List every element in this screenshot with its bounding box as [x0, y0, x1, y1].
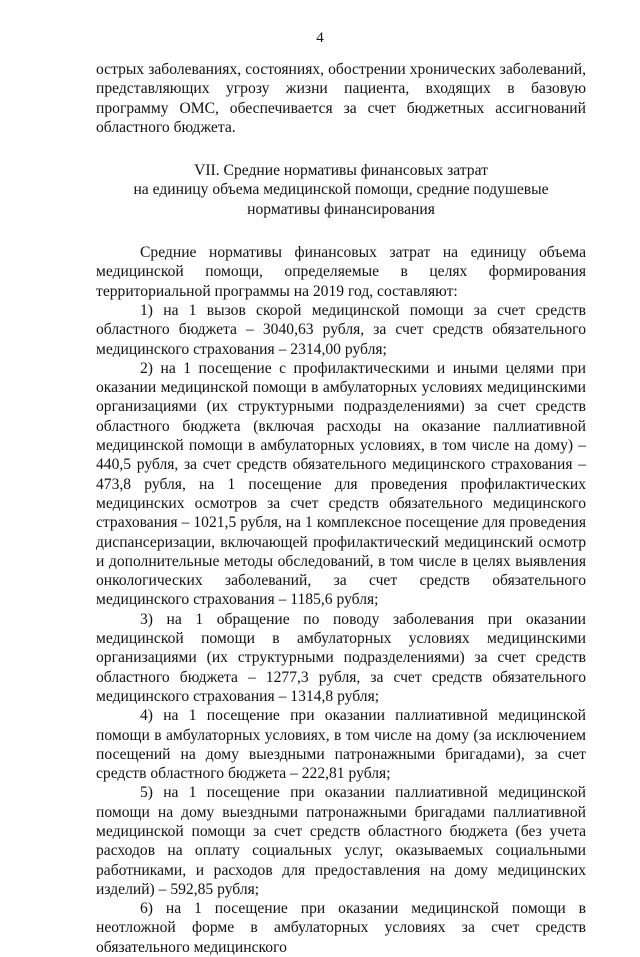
intro-paragraph: острых заболеваниях, состояниях, обострении хронических заболеваний, представляющих угрозу жизни пациента, входящих в базовую программу ОМС, обеспечивается за счет бюджетных ассигнований областного бюджета. [96, 61, 586, 136]
page-content [96, 60, 586, 957]
section-heading-line-3: нормативы финансирования [247, 200, 435, 218]
list-item: 5) на 1 посещение при оказании паллиативной медицинской помощи на дому выездными патронажными бригадами паллиативной медицинской помощи за счет средств областного бюджета (без учета расходов на оплату социальных услуг, оказываемых социальными работниками, и расходов для предоставления на дому медицинских изделий) – 592,85 рубля; [96, 784, 586, 898]
section-heading-line-1: VII. Средние нормативы финансовых затрат [194, 162, 488, 180]
list-item: 2) на 1 посещение с профилактическими и иными целями при оказании медицинской помощи в амбулаторных условиях медицинскими организациями (их структурными подразделениями) за счет средств областного бюджета (включая расходы на оказание паллиативной медицинской помощи в амбулаторных условиях, в том числе на дому) – 440,5 рубля, за счет средств обязательного медицинского страхования – 473,8 рубля, на 1 посещение для проведения профилактических медицинских осмотров за счет средств обязательного медицинского страхования – 1021,5 рубля, на 1 комплексное посещение для проведения диспансеризации, включающей профилактический медицинский осмотр и дополнительные методы обследований, в том числе в целях выявления онкологических заболеваний, за счет средств обязательного медицинского страхования – 1185,6 рубля; [96, 359, 586, 609]
list-item: 3) на 1 обращение по поводу заболевания при оказании медицинской помощи в амбулаторных условиях медицинскими организациями (их структурными подразделениями) за счет средств областного бюджета – 1277,3 рубля, за счет средств обязательного медицинского страхования – 1314,8 рубля; [96, 610, 586, 705]
section-heading-line-2: на единицу объема медицинской помощи, средние подушевые [133, 181, 549, 199]
list-item: 6) на 1 посещение при оказании медицинской помощи в неотложной форме в амбулаторных условиях за счет средств обязательного медицинского [96, 900, 586, 956]
section-heading [96, 161, 586, 219]
lead-paragraph: Средние нормативы финансовых затрат на единицу объема медицинской помощи, определяемые в целях формирования территориальной программы на 2019 год, составляют: [96, 244, 586, 300]
list-item: 4) на 1 посещение при оказании паллиативной медицинской помощи в амбулаторных условиях, в том числе на дому (за исключением посещений на дому выездными патронажными бригадами), за счет средств областного бюджета – 222,81 рубля; [96, 707, 586, 783]
page-number: 4 [316, 30, 324, 46]
list-item: 1) на 1 вызов скорой медицинской помощи за счет средств областного бюджета – 3040,63 рубля, за счет средств обязательного медицинского страхования – 2314,00 рубля; [96, 301, 586, 358]
